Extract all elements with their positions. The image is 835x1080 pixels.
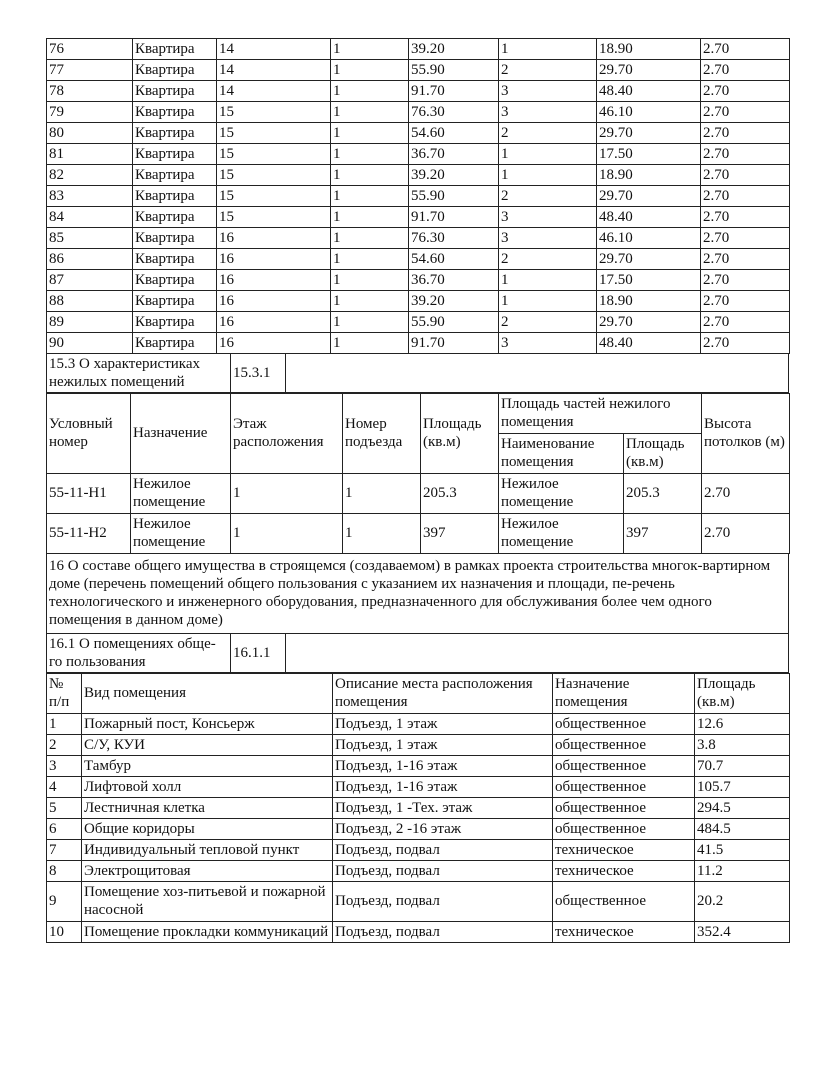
cell-entrance: 1 bbox=[331, 81, 409, 102]
cell-kind: Помещение прокладки коммуникаций bbox=[82, 921, 333, 942]
cell-num: 3 bbox=[47, 755, 82, 776]
header-purpose: Назначение помещения bbox=[553, 673, 695, 713]
cell-location: Подъезд, подвал bbox=[333, 860, 553, 881]
table-row bbox=[47, 473, 790, 513]
cell-num: 7 bbox=[47, 839, 82, 860]
header-location: Описание места расположения помещения bbox=[333, 673, 553, 713]
table-row bbox=[47, 734, 790, 755]
cell-area: 12.6 bbox=[695, 713, 790, 734]
cell-living-area: 48.40 bbox=[597, 207, 701, 228]
section-title: 15.3 О характеристиках нежилых помещений bbox=[47, 354, 231, 392]
cell-living-area: 29.70 bbox=[597, 60, 701, 81]
cell-location: Подъезд, подвал bbox=[333, 921, 553, 942]
cell-rooms: 3 bbox=[499, 102, 597, 123]
cell-type: Квартира bbox=[133, 270, 217, 291]
cell-area: 205.3 bbox=[421, 473, 499, 513]
cell-purpose: Нежилое помещение bbox=[131, 473, 231, 513]
cell-area: 41.5 bbox=[695, 839, 790, 860]
cell-rooms: 2 bbox=[499, 123, 597, 144]
cell-height: 2.70 bbox=[701, 165, 790, 186]
cell-area: 91.70 bbox=[409, 207, 499, 228]
cell-floor: 16 bbox=[217, 249, 331, 270]
cell-entrance: 1 bbox=[331, 312, 409, 333]
cell-entrance: 1 bbox=[331, 270, 409, 291]
cell-floor: 1 bbox=[231, 473, 343, 513]
cell-floor: 14 bbox=[217, 81, 331, 102]
cell-living-area: 48.40 bbox=[597, 81, 701, 102]
cell-num: 2 bbox=[47, 734, 82, 755]
cell-floor: 16 bbox=[217, 312, 331, 333]
cell-num: 79 bbox=[47, 102, 133, 123]
cell-area: 39.20 bbox=[409, 291, 499, 312]
cell-area: 11.2 bbox=[695, 860, 790, 881]
cell-height: 2.70 bbox=[701, 102, 790, 123]
cell-num: 55-11-Н1 bbox=[47, 473, 131, 513]
cell-rooms: 1 bbox=[499, 144, 597, 165]
cell-entrance: 1 bbox=[343, 473, 421, 513]
cell-height: 2.70 bbox=[701, 333, 790, 354]
cell-location: Подъезд, 1-16 этаж bbox=[333, 776, 553, 797]
nonresidential-section-header bbox=[46, 354, 789, 393]
cell-kind: Лифтовой холл bbox=[82, 776, 333, 797]
cell-area: 484.5 bbox=[695, 818, 790, 839]
header-area: Площадь (кв.м) bbox=[695, 673, 790, 713]
cell-living-area: 29.70 bbox=[597, 312, 701, 333]
cell-entrance: 1 bbox=[331, 123, 409, 144]
cell-floor: 15 bbox=[217, 144, 331, 165]
cell-type: Квартира bbox=[133, 228, 217, 249]
cell-purpose: Нежилое помещение bbox=[131, 513, 231, 553]
cell-area: 54.60 bbox=[409, 123, 499, 144]
cell-area: 55.90 bbox=[409, 186, 499, 207]
cell-entrance: 1 bbox=[331, 102, 409, 123]
cell-location: Подъезд, 1-16 этаж bbox=[333, 755, 553, 776]
cell-floor: 14 bbox=[217, 60, 331, 81]
cell-floor: 15 bbox=[217, 207, 331, 228]
cell-height: 2.70 bbox=[701, 228, 790, 249]
table-row bbox=[47, 60, 790, 81]
header-height: Высота потолков (м) bbox=[702, 393, 790, 473]
table-row bbox=[47, 165, 790, 186]
cell-living-area: 48.40 bbox=[597, 333, 701, 354]
cell-entrance: 1 bbox=[331, 249, 409, 270]
cell-height: 2.70 bbox=[701, 60, 790, 81]
cell-num: 88 bbox=[47, 291, 133, 312]
cell-num: 10 bbox=[47, 921, 82, 942]
section-16-text: 16 О составе общего имущества в строящемся (создаваемом) в рамках проекта строительства многок-вартирном доме (перечень помещений общего пользования с указанием их назначения и площади, пе-речень технологического и инженерного оборудования, предназначенного для обслуживания более чем одного помещения в данном доме) bbox=[47, 554, 789, 634]
cell-floor: 15 bbox=[217, 123, 331, 144]
cell-living-area: 17.50 bbox=[597, 270, 701, 291]
cell-rooms: 3 bbox=[499, 333, 597, 354]
cell-num: 82 bbox=[47, 165, 133, 186]
table-row bbox=[47, 513, 790, 553]
cell-height: 2.70 bbox=[701, 312, 790, 333]
cell-floor: 16 bbox=[217, 228, 331, 249]
table-row bbox=[47, 818, 790, 839]
cell-entrance: 1 bbox=[343, 513, 421, 553]
cell-living-area: 29.70 bbox=[597, 123, 701, 144]
table-row bbox=[47, 333, 790, 354]
cell-num: 8 bbox=[47, 860, 82, 881]
cell-floor: 15 bbox=[217, 102, 331, 123]
cell-location: Подъезд, 1 этаж bbox=[333, 734, 553, 755]
cell-num: 83 bbox=[47, 186, 133, 207]
cell-rooms: 2 bbox=[499, 312, 597, 333]
cell-type: Квартира bbox=[133, 207, 217, 228]
cell-kind: Тамбур bbox=[82, 755, 333, 776]
cell-num: 78 bbox=[47, 81, 133, 102]
cell-location: Подъезд, подвал bbox=[333, 839, 553, 860]
cell-height: 2.70 bbox=[701, 249, 790, 270]
cell-height: 2.70 bbox=[701, 81, 790, 102]
table-row bbox=[47, 860, 790, 881]
cell-rooms: 1 bbox=[499, 165, 597, 186]
cell-kind: С/У, КУИ bbox=[82, 734, 333, 755]
subsection-title: 16.1 О помещениях обще-го пользования bbox=[47, 634, 231, 672]
cell-type: Квартира bbox=[133, 60, 217, 81]
cell-location: Подъезд, 1 этаж bbox=[333, 713, 553, 734]
cell-area: 91.70 bbox=[409, 81, 499, 102]
cell-type: Квартира bbox=[133, 186, 217, 207]
table-row bbox=[47, 144, 790, 165]
cell-rooms: 1 bbox=[499, 270, 597, 291]
cell-purpose: общественное bbox=[553, 797, 695, 818]
header-purpose: Назначение bbox=[131, 393, 231, 473]
cell-type: Квартира bbox=[133, 312, 217, 333]
cell-kind: Общие коридоры bbox=[82, 818, 333, 839]
cell-height: 2.70 bbox=[702, 473, 790, 513]
cell-num: 80 bbox=[47, 123, 133, 144]
header-entrance: Номер подъезда bbox=[343, 393, 421, 473]
cell-height: 2.70 bbox=[701, 186, 790, 207]
cell-rooms: 1 bbox=[499, 39, 597, 60]
cell-area: 39.20 bbox=[409, 39, 499, 60]
cell-num: 87 bbox=[47, 270, 133, 291]
section-code: 15.3.1 bbox=[231, 354, 286, 392]
apartments-table bbox=[46, 38, 790, 354]
table-row bbox=[47, 921, 790, 942]
table-row bbox=[47, 755, 790, 776]
cell-entrance: 1 bbox=[331, 165, 409, 186]
cell-entrance: 1 bbox=[331, 60, 409, 81]
cell-floor: 16 bbox=[217, 270, 331, 291]
cell-part-area: 397 bbox=[624, 513, 702, 553]
cell-area: 76.30 bbox=[409, 228, 499, 249]
cell-area: 105.7 bbox=[695, 776, 790, 797]
cell-purpose: общественное bbox=[553, 713, 695, 734]
cell-num: 84 bbox=[47, 207, 133, 228]
cell-area: 352.4 bbox=[695, 921, 790, 942]
table-row bbox=[47, 81, 790, 102]
table-row bbox=[47, 123, 790, 144]
cell-entrance: 1 bbox=[331, 291, 409, 312]
cell-purpose: общественное bbox=[553, 755, 695, 776]
cell-purpose: общественное bbox=[553, 818, 695, 839]
cell-living-area: 18.90 bbox=[597, 165, 701, 186]
cell-num: 85 bbox=[47, 228, 133, 249]
cell-rooms: 3 bbox=[499, 207, 597, 228]
cell-floor: 15 bbox=[217, 186, 331, 207]
cell-floor: 15 bbox=[217, 165, 331, 186]
cell-type: Квартира bbox=[133, 165, 217, 186]
table-row bbox=[47, 839, 790, 860]
cell-area: 397 bbox=[421, 513, 499, 553]
table-row bbox=[47, 249, 790, 270]
cell-num: 55-11-Н2 bbox=[47, 513, 131, 553]
cell-type: Квартира bbox=[133, 144, 217, 165]
cell-rooms: 3 bbox=[499, 81, 597, 102]
subsection-code: 16.1.1 bbox=[231, 634, 286, 672]
cell-rooms: 2 bbox=[499, 60, 597, 81]
header-part-name: Наименование помещения bbox=[499, 433, 624, 473]
cell-location: Подъезд, подвал bbox=[333, 881, 553, 921]
cell-rooms: 3 bbox=[499, 228, 597, 249]
cell-entrance: 1 bbox=[331, 39, 409, 60]
header-area: Площадь (кв.м) bbox=[421, 393, 499, 473]
cell-living-area: 29.70 bbox=[597, 186, 701, 207]
table-row bbox=[47, 270, 790, 291]
cell-purpose: техническое bbox=[553, 921, 695, 942]
header-floor: Этаж расположения bbox=[231, 393, 343, 473]
cell-area: 76.30 bbox=[409, 102, 499, 123]
cell-rooms: 1 bbox=[499, 291, 597, 312]
header-parts: Площадь частей нежилого помещения bbox=[499, 393, 702, 433]
section-blank bbox=[286, 354, 789, 392]
cell-area: 3.8 bbox=[695, 734, 790, 755]
table-row bbox=[47, 39, 790, 60]
cell-living-area: 17.50 bbox=[597, 144, 701, 165]
cell-num: 9 bbox=[47, 881, 82, 921]
cell-num: 76 bbox=[47, 39, 133, 60]
cell-rooms: 2 bbox=[499, 249, 597, 270]
cell-rooms: 2 bbox=[499, 186, 597, 207]
cell-area: 36.70 bbox=[409, 270, 499, 291]
cell-purpose: техническое bbox=[553, 860, 695, 881]
cell-area: 55.90 bbox=[409, 312, 499, 333]
cell-area: 70.7 bbox=[695, 755, 790, 776]
cell-entrance: 1 bbox=[331, 186, 409, 207]
cell-entrance: 1 bbox=[331, 144, 409, 165]
cell-area: 39.20 bbox=[409, 165, 499, 186]
cell-num: 1 bbox=[47, 713, 82, 734]
table-row bbox=[47, 881, 790, 921]
header-part-area: Площадь (кв.м) bbox=[624, 433, 702, 473]
cell-entrance: 1 bbox=[331, 228, 409, 249]
cell-type: Квартира bbox=[133, 123, 217, 144]
cell-type: Квартира bbox=[133, 39, 217, 60]
cell-floor: 16 bbox=[217, 291, 331, 312]
cell-purpose: техническое bbox=[553, 839, 695, 860]
cell-floor: 16 bbox=[217, 333, 331, 354]
cell-kind: Индивидуальный тепловой пункт bbox=[82, 839, 333, 860]
cell-living-area: 18.90 bbox=[597, 291, 701, 312]
cell-area: 54.60 bbox=[409, 249, 499, 270]
table-row bbox=[47, 312, 790, 333]
header-num: Условный номер bbox=[47, 393, 131, 473]
cell-area: 55.90 bbox=[409, 60, 499, 81]
cell-location: Подъезд, 1 -Тех. этаж bbox=[333, 797, 553, 818]
cell-num: 6 bbox=[47, 818, 82, 839]
cell-num: 90 bbox=[47, 333, 133, 354]
cell-num: 86 bbox=[47, 249, 133, 270]
cell-kind: Электрощитовая bbox=[82, 860, 333, 881]
table-row bbox=[47, 713, 790, 734]
cell-type: Квартира bbox=[133, 102, 217, 123]
cell-kind: Лестничная клетка bbox=[82, 797, 333, 818]
cell-num: 81 bbox=[47, 144, 133, 165]
table-row bbox=[47, 186, 790, 207]
cell-height: 2.70 bbox=[701, 207, 790, 228]
document-page bbox=[46, 38, 789, 943]
header-kind: Вид помещения bbox=[82, 673, 333, 713]
cell-floor: 1 bbox=[231, 513, 343, 553]
cell-purpose: общественное bbox=[553, 881, 695, 921]
cell-type: Квартира bbox=[133, 249, 217, 270]
cell-height: 2.70 bbox=[701, 144, 790, 165]
cell-location: Подъезд, 2 -16 этаж bbox=[333, 818, 553, 839]
cell-part-name: Нежилое помещение bbox=[499, 473, 624, 513]
cell-height: 2.70 bbox=[701, 291, 790, 312]
table-row bbox=[47, 797, 790, 818]
cell-part-area: 205.3 bbox=[624, 473, 702, 513]
nonresidential-table bbox=[46, 393, 790, 554]
cell-num: 89 bbox=[47, 312, 133, 333]
cell-area: 20.2 bbox=[695, 881, 790, 921]
cell-height: 2.70 bbox=[701, 270, 790, 291]
table-row bbox=[47, 207, 790, 228]
cell-entrance: 1 bbox=[331, 207, 409, 228]
common-premises-table bbox=[46, 673, 790, 943]
cell-num: 4 bbox=[47, 776, 82, 797]
subsection-blank bbox=[286, 634, 789, 672]
cell-purpose: общественное bbox=[553, 734, 695, 755]
cell-kind: Пожарный пост, Консьерж bbox=[82, 713, 333, 734]
cell-type: Квартира bbox=[133, 333, 217, 354]
cell-type: Квартира bbox=[133, 291, 217, 312]
cell-living-area: 46.10 bbox=[597, 228, 701, 249]
cell-living-area: 29.70 bbox=[597, 249, 701, 270]
header-num: № п/п bbox=[47, 673, 82, 713]
common-property-section bbox=[46, 554, 789, 635]
cell-num: 77 bbox=[47, 60, 133, 81]
cell-part-name: Нежилое помещение bbox=[499, 513, 624, 553]
cell-living-area: 46.10 bbox=[597, 102, 701, 123]
common-property-subsection-header bbox=[46, 634, 789, 673]
cell-area: 36.70 bbox=[409, 144, 499, 165]
cell-area: 91.70 bbox=[409, 333, 499, 354]
cell-height: 2.70 bbox=[702, 513, 790, 553]
cell-area: 294.5 bbox=[695, 797, 790, 818]
cell-living-area: 18.90 bbox=[597, 39, 701, 60]
cell-purpose: общественное bbox=[553, 776, 695, 797]
cell-num: 5 bbox=[47, 797, 82, 818]
cell-height: 2.70 bbox=[701, 39, 790, 60]
cell-floor: 14 bbox=[217, 39, 331, 60]
cell-type: Квартира bbox=[133, 81, 217, 102]
cell-height: 2.70 bbox=[701, 123, 790, 144]
table-row bbox=[47, 228, 790, 249]
cell-kind: Помещение хоз-питьевой и пожарной насосной bbox=[82, 881, 333, 921]
table-row bbox=[47, 776, 790, 797]
table-row bbox=[47, 291, 790, 312]
table-row bbox=[47, 102, 790, 123]
cell-entrance: 1 bbox=[331, 333, 409, 354]
